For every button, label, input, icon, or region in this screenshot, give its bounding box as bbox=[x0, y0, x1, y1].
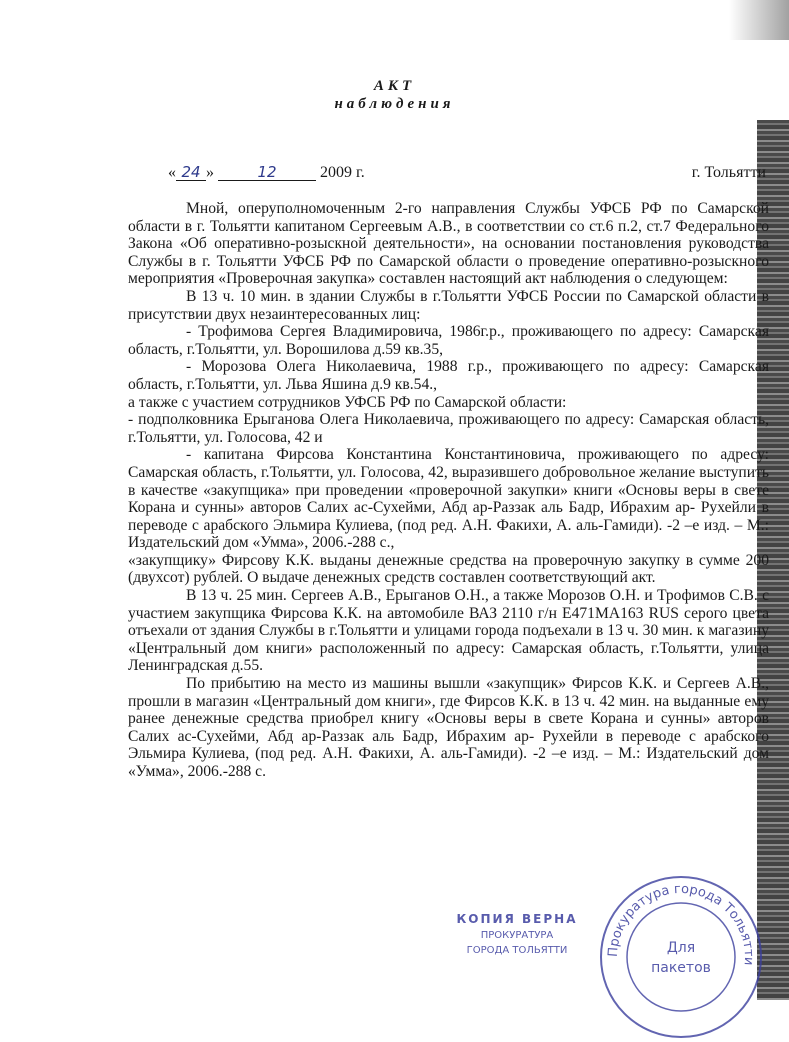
paragraph-officers-intro: а также с участием сотрудников УФСБ РФ по Самарской области: bbox=[128, 393, 567, 411]
date-line bbox=[168, 164, 766, 182]
document-title: АКТ bbox=[373, 78, 416, 94]
document-body bbox=[128, 200, 769, 781]
date-year: 2009 bbox=[320, 164, 352, 181]
paragraph-arrival: По прибытию на место из машины вышли «закупщик» Фирсов К.К. и Сергеев А.В., прошли в магазин «Центральный дом книги», где Фирсов К.К. в 13 ч. 42 мин. на выданные ему ранее денежные средства приобрел книгу «Основы веры в свете Корана и сунны» авторов Салих ас-Сухейми, Абд ар-Раззак аль Бадр, Ибрахим ар- Рухейли в переводе с арабского Эльмира Кулиева, (под ред. А.Н. Факихи, А. аль-Гамиди). -2 –е изд. – М.: Издательский дом «Умма», 2006.-288 с. bbox=[128, 675, 769, 780]
stamp-center-bottom: пакетов bbox=[651, 960, 711, 976]
date-city: г. Тольятти bbox=[691, 164, 766, 181]
paragraph-time-1325: В 13 ч. 25 мин. Сергеев А.В., Ерыганов О.Н., а также Морозов О.Н. и Трофимов С.В. с участием закупщика Фирсова К.К. на автомобиле ВАЗ 2110 г/н Е471МА163 RUS серого цвета отъехали от здания Службы в г.Тольятти и улицами города подъехали в 13 ч. 30 мин. к магазину «Центральный дом книги» расположенный по адресу: Самарская область, г.Тольятти, улица Ленинградская д.55. bbox=[128, 587, 769, 675]
paragraph-officer-eryganov: - подполковника Ерыганова Олега Николаевича, проживающего по адресу: Самарская область, г.Тольятти, ул. Голосова, 42 и bbox=[128, 411, 769, 446]
stamp-center-top: Для bbox=[666, 940, 696, 956]
copy-stamp-line3: ГОРОДА ТОЛЬЯТТИ bbox=[466, 945, 568, 956]
date-year-suffix: г. bbox=[356, 164, 365, 181]
paragraph-witness-morozov: - Морозова Олега Николаевича, 1988 г.р., проживающего по адресу: Самарская область, г.Тольятти, ул. Льва Яшина д.9 кв.54., bbox=[128, 358, 769, 393]
date-month: 12 bbox=[218, 164, 316, 181]
round-stamp bbox=[596, 872, 766, 1042]
paragraph-funds: «закупщику» Фирсову К.К. выданы денежные средства на проверочную закупку в сумме 200 (двухсот) рублей. О выдаче денежных средств составлен соответствующий акт. bbox=[128, 551, 769, 587]
document-subtitle: наблюдения bbox=[334, 96, 455, 112]
paragraph-time-1310: В 13 ч. 10 мин. в здании Службы в г.Тольятти УФСБ России по Самарской области в присутствии двух незаинтересованных лиц: bbox=[128, 287, 769, 323]
date-day: 24 bbox=[176, 164, 206, 181]
scan-shadow-top bbox=[729, 0, 789, 40]
stamp-outer-ring bbox=[601, 877, 761, 1037]
paragraph-officer-firsov: - капитана Фирсова Константина Константиновича, проживающего по адресу: Самарская область, г.Тольятти, ул. Голосова, 42, выразившего добровольное желание выступить в качестве «закупщика» при проведении «проверочной закупки» книги «Основы веры в свете Корана и сунны» авторов Салих ас-Сухейми, Абд ар-Раззак аль Бадр, Ибрахим ар- Рухейли в переводе с арабского Эльмира Кулиева, (под ред. А.Н. Факихи, А. аль-Гамиди). -2 –е изд. – М.: Издательский дом «Умма», 2006.-288 с., bbox=[128, 446, 769, 552]
date-open-quote: « bbox=[168, 164, 176, 181]
paragraph-witness-trofimov: - Трофимова Сергея Владимировича, 1986г.р., проживающего по адресу: Самарская область, г.Тольятти, ул. Ворошилова д.59 кв.35, bbox=[128, 323, 769, 358]
paragraph-intro: Мной, оперуполномоченным 2-го направления Службы УФСБ РФ по Самарской области в г. Тольятти капитаном Сергеевым А.В., в соответствии со ст.6 п.2, ст.7 Федерального Закона «Об оперативно-розыскной деятельности», на основании постановления руководства Службы в г. Тольятти УФСБ РФ по Самарской области о проведение оперативно-розыскного мероприятия «Проверочная закупка» составлен настоящий акт наблюдения о следующем: bbox=[128, 200, 769, 288]
stamp-ring-text: Прокуратура города Тольятти bbox=[605, 881, 757, 966]
date-close-quote: » bbox=[206, 164, 214, 181]
stamp-inner-ring bbox=[627, 903, 735, 1011]
copy-stamp-line2: ПРОКУРАТУРА bbox=[480, 930, 554, 941]
copy-stamp-line1: КОПИЯ ВЕРНА bbox=[456, 912, 578, 926]
copy-certified-stamp bbox=[452, 912, 582, 978]
